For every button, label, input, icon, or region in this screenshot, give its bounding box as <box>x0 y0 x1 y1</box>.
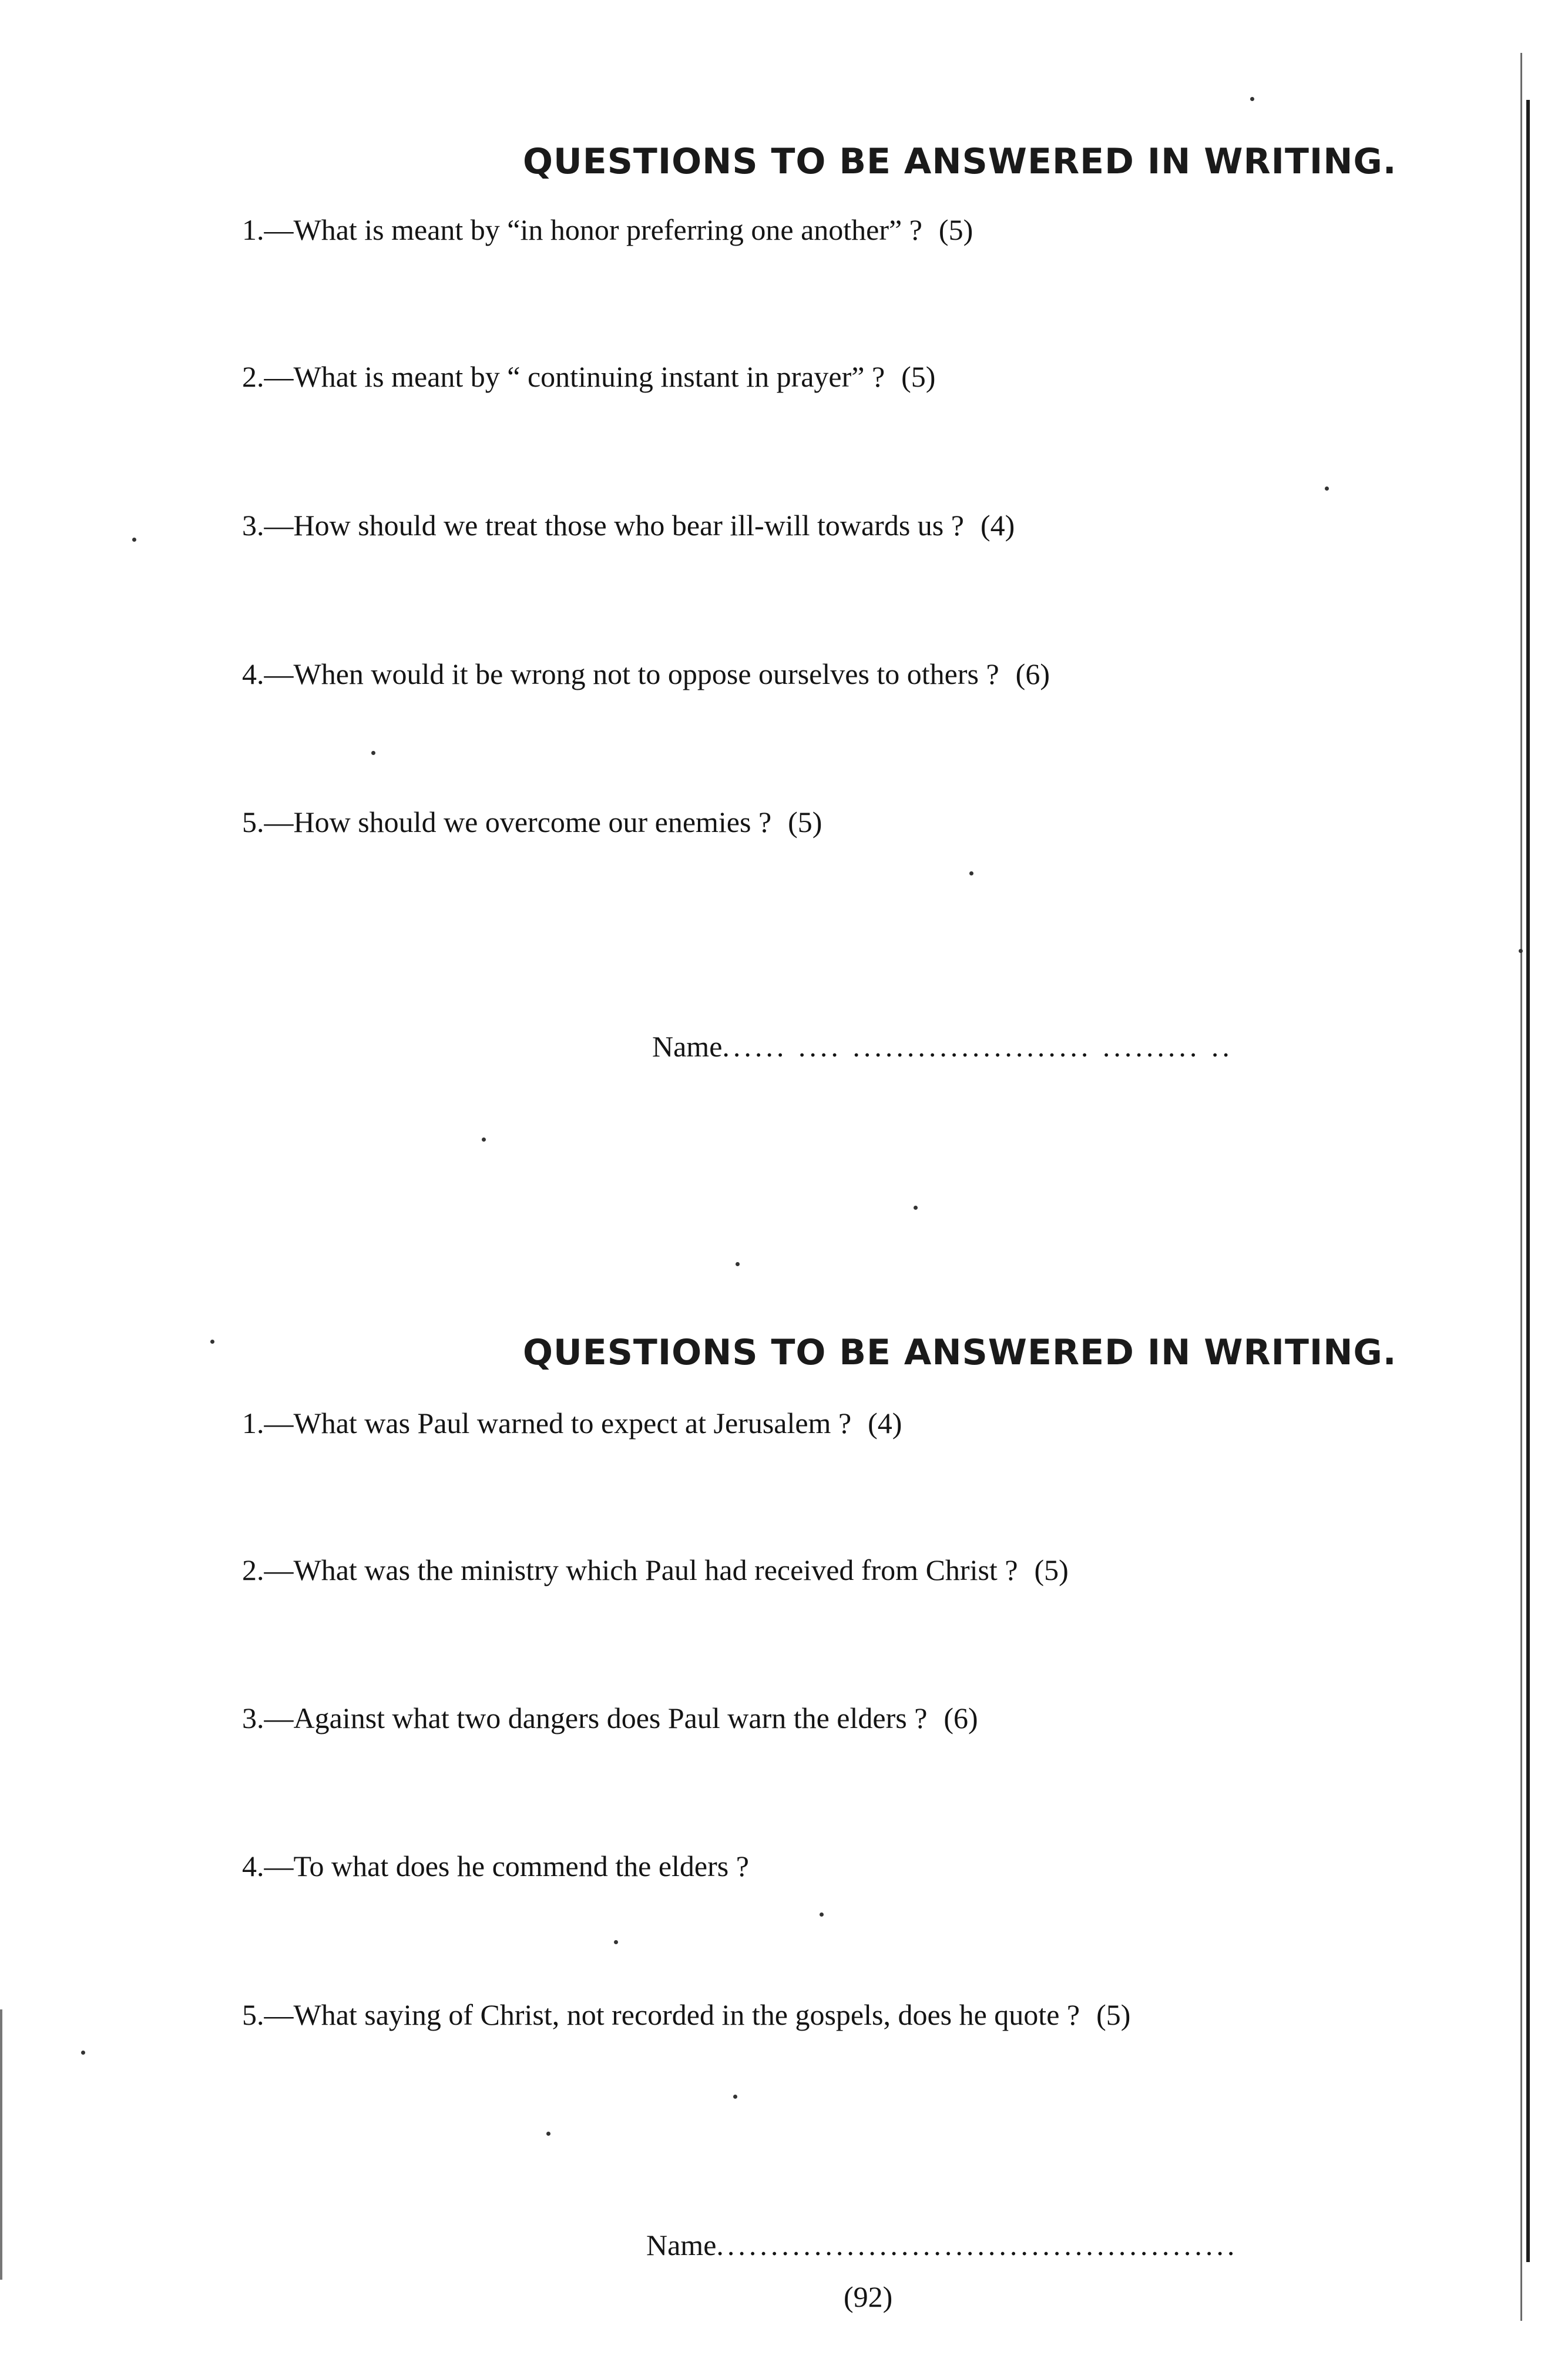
question-item <box>242 1553 1069 1587</box>
name-dots: ...... .... ...................... ......... .. <box>722 1030 1233 1063</box>
question-points: (5) <box>788 806 822 838</box>
scan-speck <box>1325 486 1329 491</box>
scan-speck <box>736 1262 740 1266</box>
question-number: 5.— <box>242 806 294 838</box>
scan-speck <box>371 751 375 755</box>
section-heading: QUESTIONS TO BE ANSWERED IN WRITING. <box>523 1332 1397 1373</box>
question-number: 1.— <box>242 1407 294 1440</box>
question-item <box>242 1406 902 1440</box>
question-number: 4.— <box>242 1850 294 1883</box>
question-number: 2.— <box>242 1553 294 1586</box>
question-text: How should we treat those who bear ill-will towards us ? <box>293 509 964 542</box>
section-heading: QUESTIONS TO BE ANSWERED IN WRITING. <box>523 141 1397 182</box>
scan-speck <box>546 2132 550 2136</box>
question-text: How should we overcome our enemies ? <box>293 806 772 838</box>
name-label: Name <box>646 2229 717 2261</box>
question-points: (5) <box>901 360 936 393</box>
question-text: What was Paul warned to expect at Jerusalem ? <box>293 1407 852 1440</box>
page-number: (92) <box>844 2280 893 2313</box>
name-line <box>652 1029 1233 1063</box>
scan-speck <box>914 1206 918 1210</box>
question-text: Against what two dangers does Paul warn the elders ? <box>293 1702 928 1734</box>
question-item <box>242 1998 1130 2032</box>
scan-speck <box>482 1138 486 1142</box>
scan-speck <box>733 2095 737 2099</box>
page-edge-line <box>1526 100 1530 2262</box>
page-left-edge <box>0 2009 2 2280</box>
name-line <box>646 2228 1238 2262</box>
question-points: (4) <box>980 509 1015 542</box>
question-item <box>242 508 1015 542</box>
question-text: What is meant by “ continuing instant in prayer” ? <box>293 360 885 393</box>
question-item <box>242 657 1050 691</box>
name-dots: ................................................ <box>716 2229 1238 2261</box>
question-points: (4) <box>868 1407 902 1440</box>
scan-speck <box>614 1940 618 1944</box>
question-item <box>242 1701 978 1735</box>
question-number: 2.— <box>242 360 294 393</box>
scan-speck <box>81 2051 85 2055</box>
question-item <box>242 1849 765 1883</box>
question-number: 4.— <box>242 657 294 690</box>
scan-speck <box>969 871 973 875</box>
question-text: What saying of Christ, not recorded in the gospels, does he quote ? <box>293 1998 1080 2031</box>
question-text: What was the ministry which Paul had received from Christ ? <box>293 1553 1018 1586</box>
scan-speck <box>1250 97 1254 101</box>
name-label: Name <box>652 1030 723 1063</box>
question-item <box>242 805 822 839</box>
question-number: 1.— <box>242 213 294 246</box>
question-item <box>242 360 935 394</box>
question-number: 5.— <box>242 1998 294 2031</box>
question-text: What is meant by “in honor preferring one another” ? <box>293 213 922 246</box>
question-points: (5) <box>938 213 973 246</box>
question-number: 3.— <box>242 1702 294 1734</box>
question-points: (6) <box>1015 657 1050 690</box>
question-number: 3.— <box>242 509 294 542</box>
scan-speck <box>132 538 136 542</box>
question-text: When would it be wrong not to oppose ourselves to others ? <box>293 657 999 690</box>
question-item <box>242 213 973 247</box>
scan-speck <box>820 1912 824 1917</box>
page-edge-shadow <box>1520 53 1522 2321</box>
question-points: (5) <box>1096 1998 1131 2031</box>
scan-speck <box>1519 949 1523 953</box>
question-text: To what does he commend the elders ? <box>293 1850 749 1883</box>
scan-speck <box>210 1340 214 1344</box>
question-points: (5) <box>1034 1553 1069 1586</box>
question-points: (6) <box>944 1702 978 1734</box>
